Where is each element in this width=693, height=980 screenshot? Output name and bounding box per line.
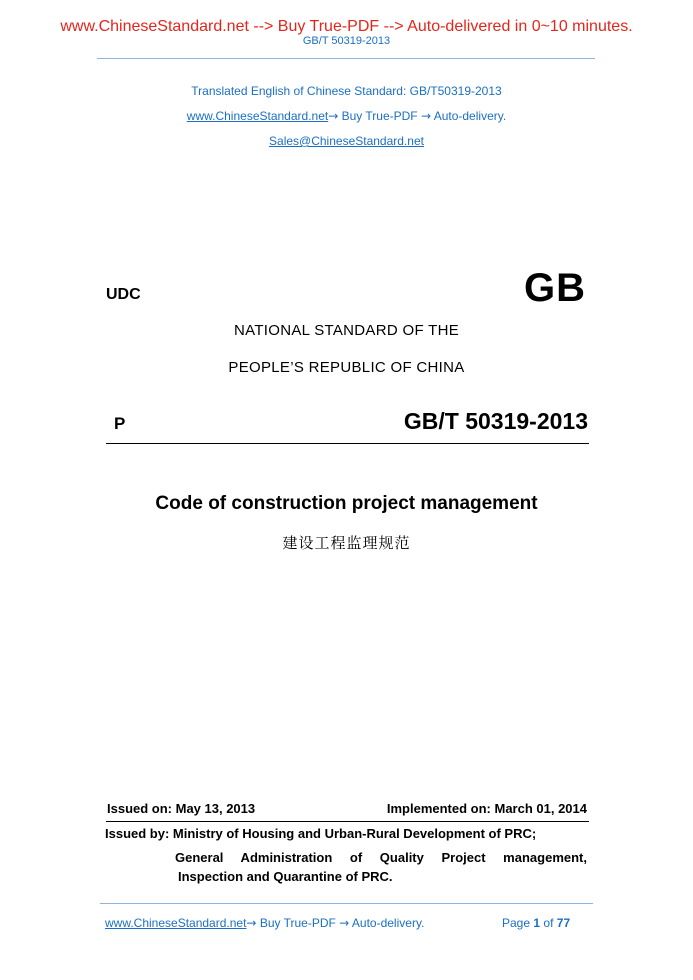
footer-buy-text: Buy True-PDF xyxy=(256,916,340,930)
delivery-text: Auto-delivery. xyxy=(431,109,507,123)
issuer-line2: General Administration of Quality Project management, xyxy=(175,850,587,865)
document-title-cn: 建设工程监理规范 xyxy=(282,534,411,552)
arrow-right-icon: → xyxy=(420,109,432,123)
buy-text: Buy True-PDF xyxy=(338,109,421,123)
implemented-on-date: Implemented on: March 01, 2014 xyxy=(386,801,587,816)
page-label: Page xyxy=(502,916,531,930)
translation-notice: Translated English of Chinese Standard: GB/T50319-2013 xyxy=(191,84,502,98)
purchase-line xyxy=(0,109,693,123)
dates-rule xyxy=(106,821,589,822)
classification-label: P xyxy=(114,414,126,433)
national-standard-line1: NATIONAL STANDARD OF THE xyxy=(234,322,459,339)
issued-on-date: Issued on: May 13, 2013 xyxy=(107,801,256,816)
issuer-line1: Issued by: Ministry of Housing and Urban-Rural Development of PRC; xyxy=(105,826,537,841)
running-header-code: GB/T 50319-2013 xyxy=(302,35,391,47)
footer-site-link[interactable]: www.ChineseStandard.net xyxy=(105,916,247,930)
title-rule xyxy=(106,443,589,444)
page-indicator xyxy=(502,916,570,930)
page-total: 77 xyxy=(556,916,571,930)
arrow-right-icon: → xyxy=(339,916,350,930)
arrow-right-icon: → xyxy=(246,916,257,930)
footer-rule xyxy=(100,903,593,904)
arrow-right-icon: → xyxy=(328,109,339,123)
standard-code: GB/T 50319-2013 xyxy=(403,408,588,434)
national-standard-line2: PEOPLE’S REPUBLIC OF CHINA xyxy=(228,359,465,376)
footer-delivery-text: Auto-delivery. xyxy=(349,916,425,930)
gb-logo: GB xyxy=(524,266,586,310)
email-line xyxy=(0,134,693,148)
page-current: 1 xyxy=(533,916,541,930)
promo-banner: www.ChineseStandard.net --> Buy True-PDF --> Auto-delivered in 0~10 minutes. xyxy=(60,18,633,35)
document-title-en: Code of construction project management xyxy=(155,493,538,514)
sales-email-link[interactable]: Sales@ChineseStandard.net xyxy=(269,134,424,148)
page-of-label: of xyxy=(543,916,554,930)
udc-label: UDC xyxy=(106,286,141,303)
site-link[interactable]: www.ChineseStandard.net xyxy=(186,109,329,123)
issuer-line3: Inspection and Quarantine of PRC. xyxy=(178,869,393,884)
header-rule xyxy=(97,58,595,59)
footer-purchase-line xyxy=(105,916,424,930)
